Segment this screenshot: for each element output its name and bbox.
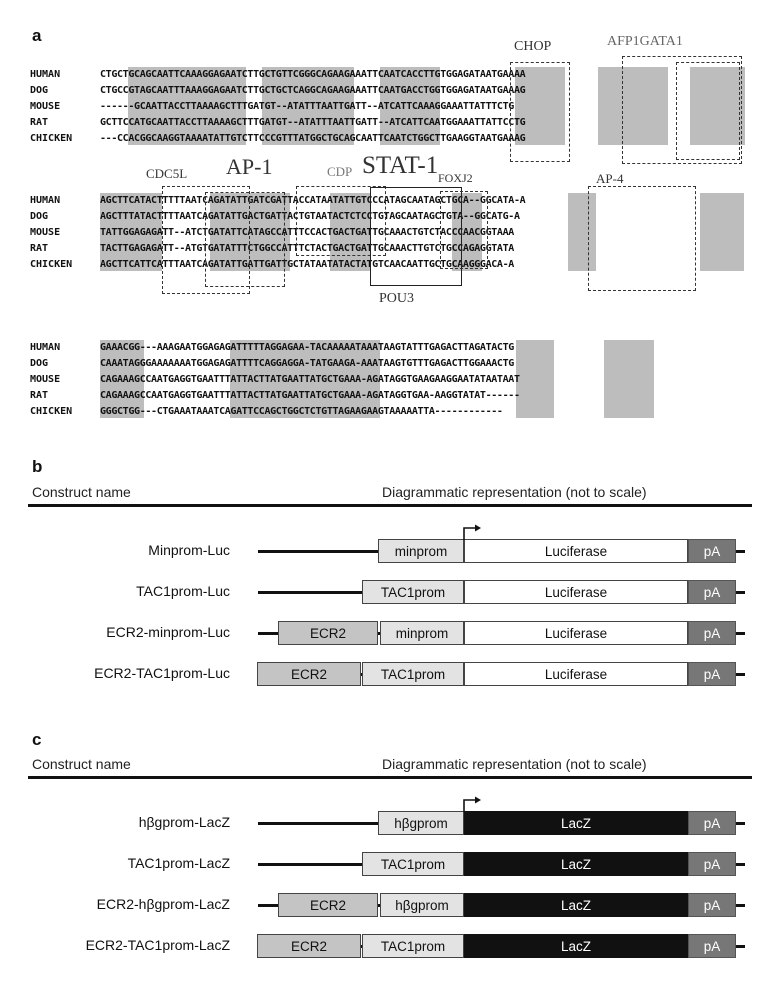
column-header-construct: Construct name (32, 756, 131, 772)
species-label: DOG (30, 85, 49, 96)
motif-label-ap4: AP-4 (596, 171, 624, 186)
reporter-element: LacZ (464, 934, 688, 958)
species-label: MOUSE (30, 227, 61, 238)
promoter-element: minprom (380, 621, 464, 645)
sequence-row: GCTTCCATGCAATTACCTTAAAAGCTTTGATGT--ATATTTAATTGATT--ATCATTCAATGGAAATTATTCCTG (100, 117, 526, 128)
reporter-element: Luciferase (464, 580, 688, 604)
sequence-row: AGCTTCATTCATTTAATCAGATATTGATTGATTGCTATAATATACTATGTCAACAATTGCTGCAAGGGACA-A (100, 259, 514, 270)
reporter-element: LacZ (464, 893, 688, 917)
promoter-element: TAC1prom (362, 852, 464, 876)
construct-name: ECR2-TAC1prom-Luc (94, 665, 230, 681)
sequence-row: CTGCTGCAGCAATTCAAAGGAGAATCTTGCTGTTCGGGCAGAAGAAATTCAATCACCTTGTGGAGATAATGAAAA (100, 69, 526, 80)
motif-label-ap1: AP-1 (226, 154, 273, 179)
species-label: MOUSE (30, 374, 61, 385)
sequence-row: AGCTTCATACTTTTTAATCAGATATTGATCGATTACCATAATATTGTCCCATAGCAATAGCTGCA--GGCATA-A (100, 195, 526, 206)
construct-name: hβgprom-LacZ (138, 814, 230, 830)
polya-element: pA (688, 811, 736, 835)
ecr2-element: ECR2 (257, 934, 361, 958)
motif-label-cdp: CDP (327, 164, 353, 179)
reporter-element: Luciferase (464, 662, 688, 686)
sequence-row: ------GCAATTACCTTAAAAGCTTTGATGT--ATATTTAATTGATT--ATCATTCAAAGGAAATTATTTCTG (100, 101, 514, 112)
reporter-element: Luciferase (464, 539, 688, 563)
construct-name: TAC1prom-Luc (136, 583, 230, 599)
panel-label-a: a (32, 26, 42, 45)
reporter-element: LacZ (464, 852, 688, 876)
polya-element: pA (688, 852, 736, 876)
species-label: CHICKEN (30, 406, 73, 417)
species-label: MOUSE (30, 101, 61, 112)
reporter-element: Luciferase (464, 621, 688, 645)
promoter-element: TAC1prom (362, 934, 464, 958)
species-label: RAT (30, 117, 49, 128)
species-label: CHICKEN (30, 259, 73, 270)
column-header-construct: Construct name (32, 484, 131, 500)
motif-box-chop (510, 62, 570, 162)
sequence-row: TACTTGAGAGATT--ATGTGATATTTCTGGCCATTTCTACTGACTGATTGCAAACTTGTCTGCCAGAGGTATA (100, 243, 514, 254)
reporter-element: LacZ (464, 811, 688, 835)
motif-box-ap4 (588, 186, 696, 291)
motif-box-ap1 (205, 192, 285, 287)
construct-name: ECR2-TAC1prom-LacZ (85, 937, 230, 953)
polya-element: pA (688, 621, 736, 645)
sequence-row: CAGAAAGCCAATGAGGTGAATTTATTACTTATGAATTATGCTGAAA-AGATAGGTGAAGAAGGAATATAATAAT (100, 374, 520, 385)
sequence-row: ---CCACGGCAAGGTAAAATATTGTCTTCCCGTTTATGGCTGCAGCAATTCAATCTGGCTTGAAGGTAATGAAAG (100, 133, 526, 144)
promoter-element: hβgprom (378, 811, 464, 835)
species-label: HUMAN (30, 69, 61, 80)
header-rule (28, 776, 752, 779)
species-label: CHICKEN (30, 133, 73, 144)
sequence-row: GGGCTGG---CTGAAATAAATCAGATTCCAGCTGGCTCTGTTAGAAGAAGTAAAAATTA------------ (100, 406, 503, 417)
promoter-element: TAC1prom (362, 662, 464, 686)
sequence-row: AGCTTTATACTTTTAATCAGATATTGACTGATTACTGTAATACTCTCCTGTAGCAATAGCTGTA--GGCATG-A (100, 211, 520, 222)
motif-box-afp1gata1-inner (676, 62, 740, 160)
motif-label-afp1gata1: AFP1GATA1 (607, 34, 683, 49)
column-header-diagram: Diagrammatic representation (not to scale) (382, 756, 647, 772)
construct-name: ECR2-minprom-Luc (106, 624, 230, 640)
species-label: DOG (30, 358, 49, 369)
motif-label-pou3: POU3 (379, 291, 415, 306)
construct-name: ECR2-hβgprom-LacZ (96, 896, 230, 912)
sequence-row: CAAATAGGGAAAAAAATGGAGAGATTTTCAGGAGGA-TATGAAGA-AAATAAGTGTTTGAGACTTGGAAACTG (100, 358, 514, 369)
conservation-shade (516, 340, 554, 418)
ecr2-element: ECR2 (278, 621, 378, 645)
column-header-diagram: Diagrammatic representation (not to scale) (382, 484, 647, 500)
transcription-start-arrow-icon (460, 523, 484, 541)
species-label: RAT (30, 390, 49, 401)
species-label: HUMAN (30, 342, 61, 353)
ecr2-element: ECR2 (257, 662, 361, 686)
sequence-row: CAGAAAGCCAATGAGGTGAATTTATTACTTATGAATTATGCTGAAA-AGATAGGTGAA-AAGGTATAT------ (100, 390, 520, 401)
motif-box-foxj2 (440, 191, 488, 269)
transcription-start-arrow-icon (460, 795, 484, 813)
polya-element: pA (688, 893, 736, 917)
panel-label-c: c (32, 730, 42, 749)
polya-element: pA (688, 662, 736, 686)
polya-element: pA (688, 580, 736, 604)
polya-element: pA (688, 539, 736, 563)
panel-label-b: b (32, 457, 43, 476)
sequence-row: TATTGGAGAGATT--ATCTGATATTCATAGCCATTTCCACTGACTGATTGCAAACTGTCTACCCAACGGTAAA (100, 227, 514, 238)
motif-label-foxj2: FOXJ2 (438, 171, 473, 185)
species-label: RAT (30, 243, 49, 254)
sequence-row: GAAACGG---AAAGAATGGAGAGATTTTTAGGAGAA-TACAAAAATAAATAAGTATTTGAGACTTAGATACTG (100, 342, 514, 353)
promoter-element: hβgprom (380, 893, 464, 917)
construct-name: Minprom-Luc (148, 542, 230, 558)
promoter-element: minprom (378, 539, 464, 563)
conservation-shade (700, 193, 744, 271)
ecr2-element: ECR2 (278, 893, 378, 917)
header-rule (28, 504, 752, 507)
polya-element: pA (688, 934, 736, 958)
conservation-shade (604, 340, 654, 418)
construct-name: TAC1prom-LacZ (127, 855, 230, 871)
promoter-element: TAC1prom (362, 580, 464, 604)
species-label: HUMAN (30, 195, 61, 206)
motif-label-cdc5l: CDC5L (146, 166, 188, 181)
motif-label-chop: CHOP (514, 39, 552, 54)
species-label: DOG (30, 211, 49, 222)
motif-label-stat1: STAT-1 (362, 152, 439, 179)
sequence-row: CTGCCGTAGCAATTTAAAGGAGAATCTTGCTGCTCAGGCAGAAGAAATTCAATGACCTGGTGGAGATAATGAAAG (100, 85, 526, 96)
